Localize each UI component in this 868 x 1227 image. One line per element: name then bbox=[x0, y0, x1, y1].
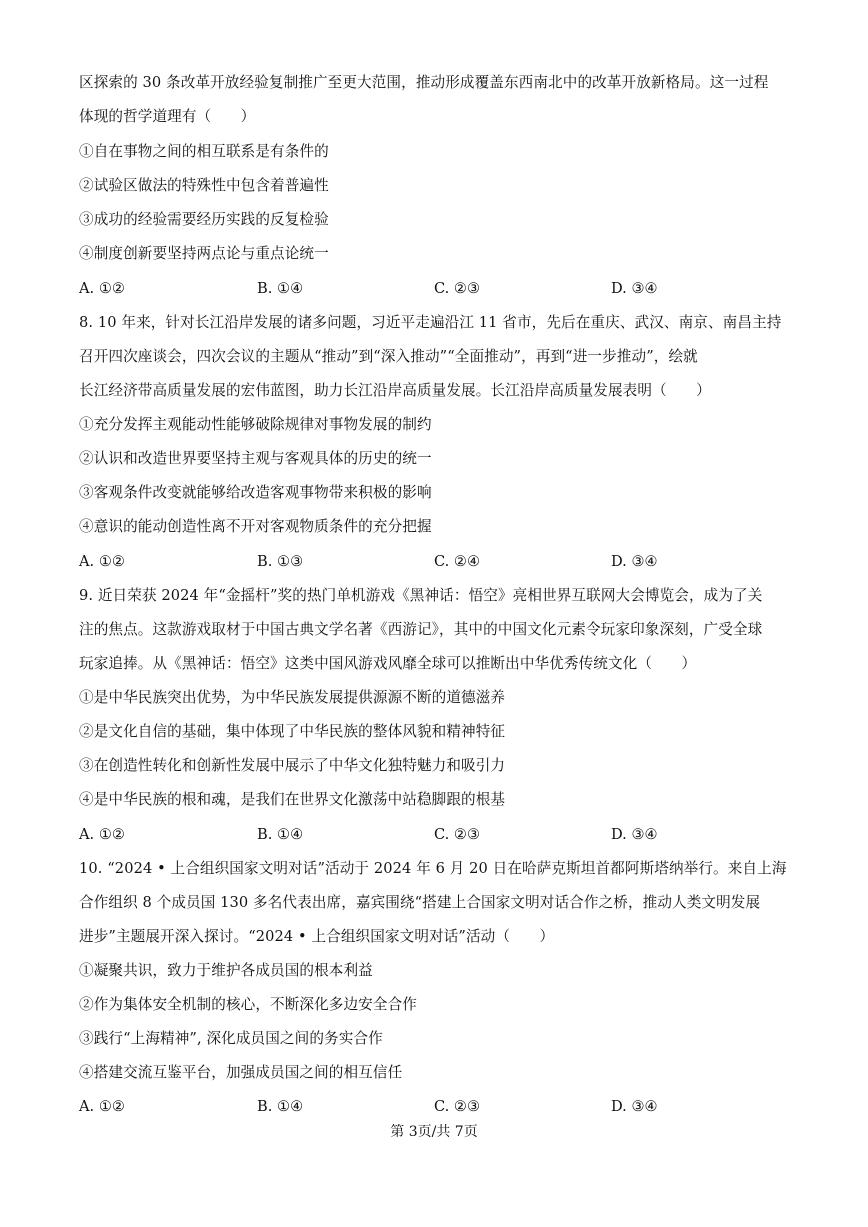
q10-stem-line-3: 进步”主题展开深入探讨。“2024 • 上合组织国家文明对话”活动（ ） bbox=[79, 928, 555, 945]
q10-option-d: D. ③④ bbox=[611, 1098, 658, 1115]
q8-option-c: C. ②④ bbox=[434, 553, 481, 570]
q10-stem-line-1: 10. “2024 • 上合组织国家文明对话”活动于 2024 年 6 月 20 日在哈萨克斯坦首都阿斯塔纳举行。来自上海 bbox=[79, 860, 787, 877]
q9-stem-line-1: 9. 近日荣获 2024 年“金摇杆”奖的热门单机游戏《黑神话：悟空》亮相世界互联网大会博览会，成为了关 bbox=[79, 587, 763, 604]
q9-stem-line-2: 注的焦点。这款游戏取材于中国古典文学名著《西游记》，其中的中国文化元素令玩家印象深刻，广受全球 bbox=[79, 621, 763, 638]
q10-item-4: ④搭建交流互鉴平台，加强成员国之间的相互信任 bbox=[79, 1064, 403, 1081]
q8-stem-line-1: 8. 10 年来，针对长江沿岸发展的诸多问题，习近平走遍沿江 11 省市，先后在重庆、武汉、南京、南昌主持 bbox=[79, 314, 782, 331]
q7-item-1: ①自在事物之间的相互联系是有条件的 bbox=[79, 143, 329, 160]
q8-option-a: A. ①② bbox=[79, 553, 125, 570]
q10-stem-line-2: 合作组织 8 个成员国 130 多名代表出席，嘉宾围绕“搭建上合国家文明对话合作之桥，推动人类文明发展 bbox=[79, 894, 761, 911]
q8-option-b: B. ①③ bbox=[257, 553, 304, 570]
q10-item-2: ②作为集体安全机制的核心，不断深化多边安全合作 bbox=[79, 996, 417, 1013]
q9-option-c: C. ②③ bbox=[434, 826, 481, 843]
q9-item-3: ③在创造性转化和创新性发展中展示了中华文化独特魅力和吸引力 bbox=[79, 757, 506, 774]
q9-item-2: ②是文化自信的基础，集中体现了中华民族的整体风貌和精神特征 bbox=[79, 723, 506, 740]
q8-stem-line-3: 长江经济带高质量发展的宏伟蓝图，助力长江沿岸高质量发展。长江沿岸高质量发展表明（ ） bbox=[79, 382, 711, 399]
q10-option-b: B. ①④ bbox=[257, 1098, 304, 1115]
q9-item-4: ④是中华民族的根和魂，是我们在世界文化激荡中站稳脚跟的根基 bbox=[79, 791, 506, 808]
q7-item-4: ④制度创新要坚持两点论与重点论统一 bbox=[79, 245, 329, 262]
q7-stem-line-2: 体现的哲学道理有（ ） bbox=[79, 108, 256, 125]
q10-item-1: ①凝聚共识，致力于维护各成员国的根本利益 bbox=[79, 962, 373, 979]
q7-item-3: ③成功的经验需要经历实践的反复检验 bbox=[79, 211, 329, 228]
q9-option-d: D. ③④ bbox=[611, 826, 658, 843]
q8-stem-line-2: 召开四次座谈会，四次会议的主题从“推动”到“深入推动”“全面推动”，再到“进一步推动”，绘就 bbox=[79, 348, 698, 365]
q7-option-d: D. ③④ bbox=[611, 280, 658, 297]
page-number-footer: 第 3页/共 7页 bbox=[390, 1124, 478, 1140]
q7-option-b: B. ①④ bbox=[257, 280, 304, 297]
q9-option-a: A. ①② bbox=[79, 826, 125, 843]
q10-option-c: C. ②③ bbox=[434, 1098, 481, 1115]
q10-option-a: A. ①② bbox=[79, 1098, 125, 1115]
q7-stem-line-1: 区探索的 30 条改革开放经验复制推广至更大范围，推动形成覆盖东西南北中的改革开放新格局。这一过程 bbox=[79, 74, 769, 91]
q8-option-d: D. ③④ bbox=[611, 553, 658, 570]
q8-item-4: ④意识的能动创造性离不开对客观物质条件的充分把握 bbox=[79, 518, 432, 535]
q7-option-a: A. ①② bbox=[79, 280, 125, 297]
q8-item-3: ③客观条件改变就能够给改造客观事物带来积极的影响 bbox=[79, 484, 432, 501]
q9-item-1: ①是中华民族突出优势，为中华民族发展提供源源不断的道德滋养 bbox=[79, 689, 506, 706]
q7-option-c: C. ②③ bbox=[434, 280, 481, 297]
q7-item-2: ②试验区做法的特殊性中包含着普遍性 bbox=[79, 177, 329, 194]
q10-item-3: ③践行“上海精神”, 深化成员国之间的务实合作 bbox=[79, 1030, 383, 1047]
q9-option-b: B. ①④ bbox=[257, 826, 304, 843]
q9-stem-line-3: 玩家追捧。从《黑神话：悟空》这类中国风游戏风靡全球可以推断出中华优秀传统文化（ ） bbox=[79, 655, 697, 672]
q8-item-1: ①充分发挥主观能动性能够破除规律对事物发展的制约 bbox=[79, 416, 432, 433]
q8-item-2: ②认识和改造世界要坚持主观与客观具体的历史的统一 bbox=[79, 450, 432, 467]
